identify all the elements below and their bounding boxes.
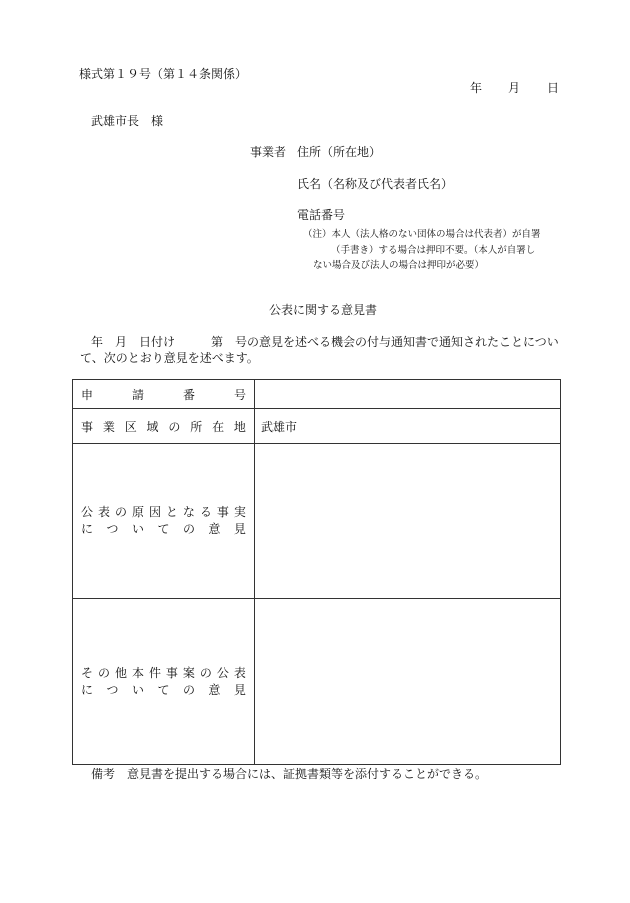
opinion-table bbox=[72, 379, 561, 765]
label-char: る bbox=[199, 505, 212, 519]
label-char: 事 bbox=[81, 419, 94, 434]
label-char: に bbox=[81, 682, 94, 697]
table-row bbox=[73, 444, 561, 599]
label-cell bbox=[73, 409, 255, 444]
applicant-label: 事業者 bbox=[250, 145, 287, 159]
document-title: 公表に関する意見書 bbox=[269, 303, 378, 317]
table-row bbox=[73, 380, 561, 409]
label-char: 地 bbox=[233, 419, 246, 434]
label-char: 域 bbox=[146, 419, 159, 434]
label-char: 公 bbox=[216, 665, 229, 680]
other-matters-label-line-1 bbox=[81, 665, 246, 682]
label-char: 意 bbox=[208, 682, 221, 697]
label-char: て bbox=[157, 522, 170, 536]
label-char: い bbox=[131, 522, 144, 536]
label-char: 見 bbox=[233, 522, 246, 536]
seal-note-line-1: （注）本人（法人格のない団体の場合は代表者）が自署 bbox=[303, 229, 541, 240]
application-number-value[interactable] bbox=[255, 380, 561, 409]
addressee: 武雄市長 様 bbox=[91, 114, 164, 128]
label-char: つ bbox=[106, 682, 119, 697]
label-cell bbox=[73, 444, 255, 599]
applicant-name-label: 氏名（名称及び代表者氏名） bbox=[297, 177, 454, 191]
label-char: 号 bbox=[233, 387, 246, 402]
table-row bbox=[73, 599, 561, 765]
label-char: 意 bbox=[208, 522, 221, 536]
label-char: そ bbox=[81, 665, 94, 680]
seal-note-line-3: ない場合及び法人の場合は押印が必要） bbox=[313, 260, 485, 271]
label-char: の bbox=[168, 419, 181, 434]
form-number: 様式第１９号（第１４条関係） bbox=[79, 67, 248, 81]
other-matters-opinion-value[interactable] bbox=[255, 599, 561, 765]
business-area-location-value[interactable]: 武雄市 bbox=[255, 409, 561, 444]
label-char: て bbox=[157, 682, 170, 697]
other-matters-label-line-2 bbox=[81, 682, 246, 699]
label-char: と bbox=[165, 505, 178, 519]
business-area-location-label bbox=[81, 418, 246, 435]
label-char: 申 bbox=[81, 387, 94, 402]
label-char: 番 bbox=[182, 387, 195, 402]
intro-line-2: て、次のとおり意見を述べます。 bbox=[80, 351, 259, 365]
label-char: 表 bbox=[97, 505, 110, 519]
label-char: 在 bbox=[212, 419, 225, 434]
label-char: な bbox=[182, 505, 195, 519]
label-char: 公 bbox=[81, 505, 94, 519]
label-char: 本 bbox=[131, 665, 144, 680]
label-char: の bbox=[97, 665, 110, 680]
label-char: 表 bbox=[233, 665, 246, 680]
label-char: 案 bbox=[182, 665, 195, 680]
label-char: 他 bbox=[114, 665, 127, 680]
label-char: 因 bbox=[148, 505, 161, 519]
publication-cause-label-line-2 bbox=[81, 521, 246, 538]
label-cell bbox=[73, 380, 255, 409]
label-char: の bbox=[182, 682, 195, 697]
applicant-phone-label: 電話番号 bbox=[297, 208, 346, 222]
label-char: 所 bbox=[190, 419, 203, 434]
publication-cause-label-line-1 bbox=[81, 504, 246, 521]
date-month: 月 bbox=[508, 81, 521, 95]
label-char: 見 bbox=[233, 682, 246, 697]
seal-note-line-2: （手書き）する場合は押印不要。（本人が自署し bbox=[331, 245, 536, 256]
remarks: 備考 意見書を提出する場合には、証拠書類等を添付することができる。 bbox=[91, 767, 488, 781]
applicant-address-label: 住所（所在地） bbox=[297, 145, 382, 159]
label-cell bbox=[73, 599, 255, 765]
publication-cause-opinion-value[interactable] bbox=[255, 444, 561, 599]
label-char: つ bbox=[106, 522, 119, 536]
label-char: の bbox=[199, 665, 212, 680]
table-row bbox=[73, 409, 561, 444]
label-char: 原 bbox=[131, 505, 144, 519]
label-char: の bbox=[114, 505, 127, 519]
label-char: 事 bbox=[165, 665, 178, 680]
label-char: に bbox=[81, 522, 94, 536]
date-day: 日 bbox=[547, 81, 560, 95]
application-number-label bbox=[81, 386, 246, 403]
label-char: の bbox=[182, 522, 195, 536]
label-char: い bbox=[131, 682, 144, 697]
label-char: 事 bbox=[216, 505, 229, 519]
intro-line-1: 年 月 日付け 第 号の意見を述べる機会の付与通知書で通知されたことについ bbox=[91, 335, 559, 349]
label-char: 請 bbox=[131, 387, 144, 402]
label-char: 区 bbox=[124, 419, 137, 434]
date-year: 年 bbox=[470, 81, 483, 95]
label-char: 実 bbox=[233, 505, 246, 519]
label-char: 業 bbox=[102, 419, 115, 434]
label-char: 件 bbox=[148, 665, 161, 680]
